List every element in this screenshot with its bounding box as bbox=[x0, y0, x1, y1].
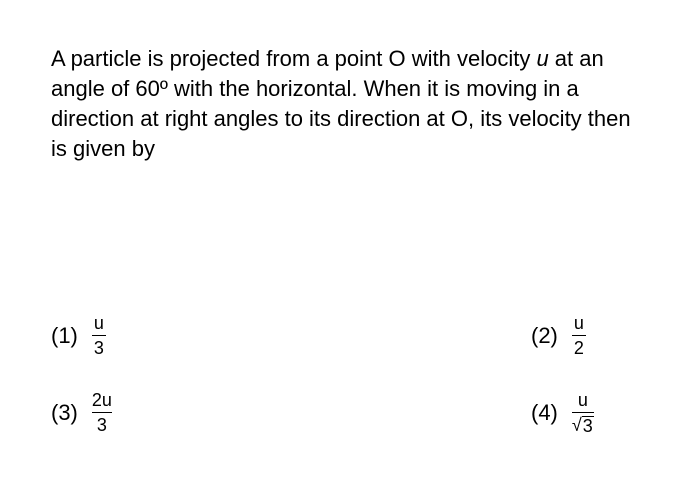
option-3-denominator: 3 bbox=[96, 415, 107, 435]
option-1[interactable] bbox=[51, 313, 106, 359]
option-1-number: (1) bbox=[51, 323, 78, 348]
option-2[interactable] bbox=[531, 313, 586, 359]
option-1-fraction bbox=[92, 313, 106, 359]
option-2-numerator: u bbox=[573, 313, 584, 333]
option-4-denominator bbox=[572, 415, 594, 436]
option-4-radicand: 3 bbox=[582, 416, 593, 436]
option-1-numerator: u bbox=[93, 313, 104, 333]
option-4-numerator: u bbox=[577, 390, 588, 410]
option-3-numerator: 2u bbox=[91, 390, 112, 410]
question-part-2: at an angle of 60º with the horizontal. When it is moving in a direction at right angles to its direction at O, its velocity then is given by bbox=[51, 46, 631, 161]
square-root-symbol: √ bbox=[571, 415, 582, 435]
question-text bbox=[51, 44, 651, 164]
option-4[interactable] bbox=[531, 390, 594, 436]
velocity-variable: u bbox=[536, 46, 549, 71]
option-4-number: (4) bbox=[531, 400, 558, 425]
fraction-bar bbox=[572, 412, 594, 413]
option-3-number: (3) bbox=[51, 400, 78, 425]
option-2-denominator: 2 bbox=[573, 338, 584, 358]
option-2-number: (2) bbox=[531, 323, 558, 348]
question-part-1: A particle is projected from a point O with velocity bbox=[51, 46, 537, 71]
option-3[interactable] bbox=[51, 390, 112, 436]
option-3-fraction bbox=[92, 390, 112, 436]
option-2-fraction bbox=[572, 313, 586, 359]
fraction-bar bbox=[92, 412, 112, 413]
option-4-fraction bbox=[572, 390, 594, 436]
option-1-denominator: 3 bbox=[93, 338, 104, 358]
fraction-bar bbox=[92, 335, 106, 336]
fraction-bar bbox=[572, 335, 586, 336]
